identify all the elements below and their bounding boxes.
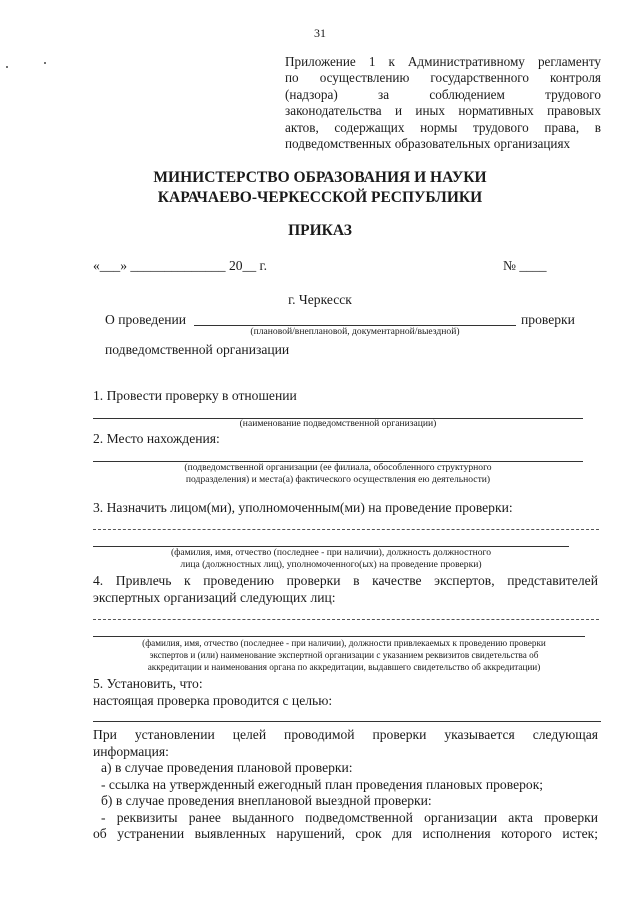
item-2: 2. Место нахождения: bbox=[93, 431, 220, 446]
item-5-purpose: настоящая проверка проводится с целью: bbox=[93, 693, 333, 708]
field-hint: (фамилия, имя, отчество (последнее - при наличии), должности привлекаемых к проведению проверки bbox=[142, 638, 546, 648]
subject-prefix: О проведении bbox=[105, 312, 187, 327]
item-1: 1. Провести проверку в отношении bbox=[93, 388, 297, 403]
ministry-line: МИНИСТЕРСТВО ОБРАЗОВАНИЯ И НАУКИ bbox=[153, 169, 487, 186]
field-hint: (наименование подведомственной организации) bbox=[239, 418, 437, 429]
fill-line bbox=[93, 529, 599, 530]
field-hint: лица (должностных лиц), уполномоченного(ых) на проведение проверки) bbox=[180, 559, 482, 570]
order-title: ПРИКАЗ bbox=[288, 222, 352, 239]
field-hint: (подведомственной организации (ее филиала, обособленного структурного bbox=[184, 462, 492, 473]
fill-line bbox=[93, 721, 601, 722]
appendix-line: актов, содержащих нормы трудового права, в bbox=[285, 119, 601, 135]
appendix-note bbox=[285, 54, 601, 152]
subject-suffix: проверки bbox=[521, 312, 575, 327]
subject-line2: подведомственной организации bbox=[105, 342, 290, 357]
info-line: б) в случае проведения внеплановой выездной проверки: bbox=[101, 793, 432, 808]
info-line: информация: bbox=[93, 743, 169, 759]
appendix-line: (надзора) за соблюдением трудового bbox=[285, 86, 601, 102]
item-5: 5. Установить, что: bbox=[93, 676, 203, 691]
info-line: об устранении выявленных нарушений, срок для исполнения которого истек; bbox=[93, 826, 598, 841]
purpose-info bbox=[93, 727, 598, 843]
info-line: а) в случае проведения плановой проверки: bbox=[101, 760, 353, 775]
item-4-line: экспертных организаций следующих лиц: bbox=[93, 589, 336, 605]
scan-speck bbox=[6, 66, 8, 68]
appendix-line: Приложение 1 к Административному регламенту bbox=[285, 54, 601, 69]
field-hint: экспертов и (или) наименование экспертной организации с указанием реквизитов свидетельства об bbox=[149, 650, 539, 660]
info-line: При установлении целей проводимой проверки указывается следующая bbox=[93, 727, 598, 742]
field-hint: подразделения) и места(а) фактического осуществления ею деятельности) bbox=[185, 474, 491, 485]
item-3: 3. Назначить лицом(ми), уполномоченным(ми) на проведение проверки: bbox=[93, 500, 513, 515]
field-hint: аккредитации и наименования органа по аккредитации, выдавшего свидетельство об аккредитации) bbox=[147, 662, 541, 672]
appendix-line: подведомственных образовательных организациях bbox=[285, 136, 571, 152]
ministry-line: КАРАЧАЕВО-ЧЕРКЕССКОЙ РЕСПУБЛИКИ bbox=[157, 189, 483, 206]
item-4-line: 4. Привлечь к проведению проверки в качестве экспертов, представителей bbox=[93, 573, 598, 588]
info-line: - реквизиты ранее выданного подведомственной организации акта проверки bbox=[101, 809, 598, 825]
order-date: «___» ______________ 20__ г. bbox=[93, 258, 267, 273]
city: г. Черкесск bbox=[288, 292, 352, 307]
fill-line bbox=[93, 619, 599, 620]
field-hint: (фамилия, имя, отчество (последнее - при наличии), должность должностного bbox=[170, 547, 492, 558]
order-number: № ____ bbox=[503, 258, 547, 273]
field-hint: (плановой/внеплановой, документарной/выездной) bbox=[250, 326, 460, 337]
page-number: 31 bbox=[314, 26, 326, 40]
ministry-heading bbox=[0, 168, 640, 208]
appendix-line: по осуществлению государственного контроля bbox=[285, 70, 601, 86]
info-line: - ссылка на утвержденный ежегодный план проведения плановых проверок; bbox=[101, 776, 544, 792]
appendix-line: законодательства и иных нормативных правовых bbox=[285, 103, 601, 119]
scan-speck bbox=[44, 62, 46, 64]
item-4 bbox=[93, 573, 598, 606]
